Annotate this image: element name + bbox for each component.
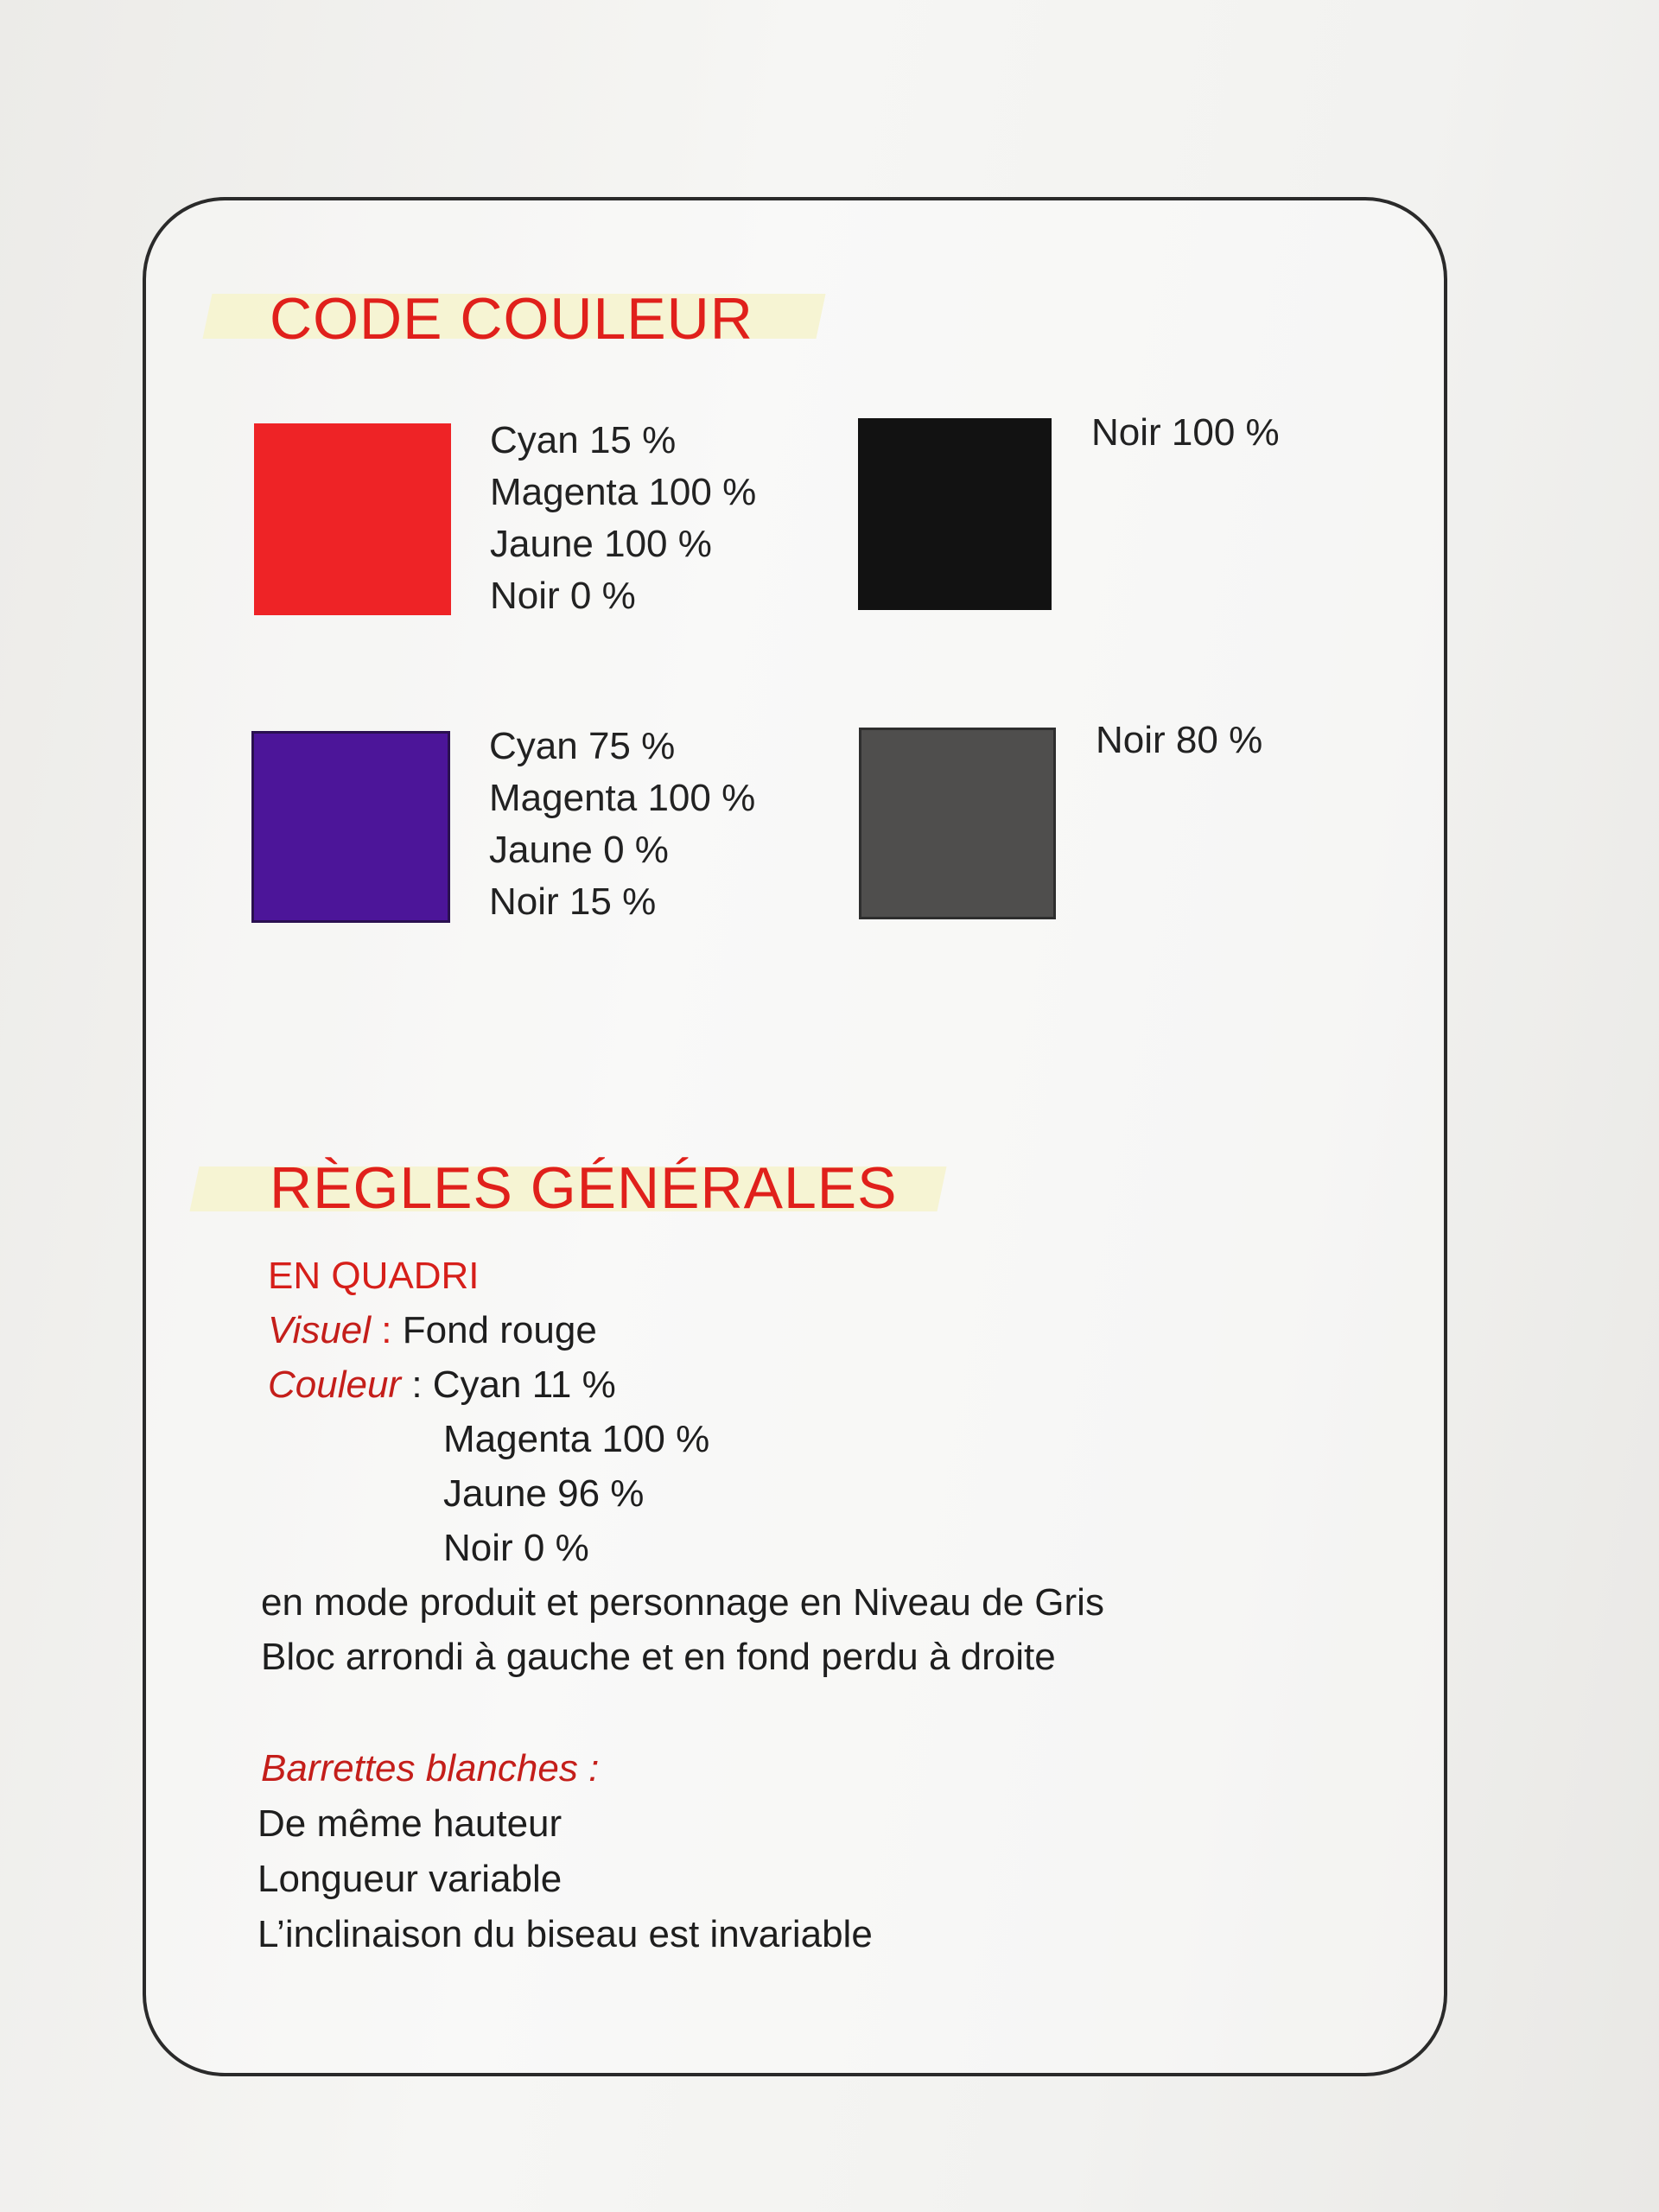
swatch-red-cyan: Cyan 15 % [490,419,677,461]
barrettes-blanches-label: Barrettes blanches : [261,1747,600,1789]
mode-produit-line: en mode produit et personnage en Niveau de Gris [261,1581,1104,1624]
en-quadri-subtitle: EN QUADRI [268,1255,480,1297]
swatch-red-jaune: Jaune 100 % [490,523,712,565]
swatch-purple-cyan: Cyan 75 % [489,725,676,767]
swatch-black-noir: Noir 100 % [1091,411,1280,454]
visuel-label: Visuel [268,1309,372,1351]
swatch-red-noir: Noir 0 % [490,575,636,617]
visuel-value: Fond rouge [402,1309,597,1351]
bloc-arrondi-line: Bloc arrondi à gauche et en fond perdu à droite [261,1636,1056,1678]
swatch-grey-noir: Noir 80 % [1096,719,1263,761]
couleur-magenta: Magenta 100 % [443,1418,710,1460]
swatch-purple-magenta: Magenta 100 % [489,777,756,819]
swatch-red-cmyk [490,415,756,622]
couleur-separator: : [401,1363,433,1406]
swatch-purple-jaune: Jaune 0 % [489,829,669,871]
visuel-separator: : [371,1309,403,1351]
swatch-red [254,423,451,615]
couleur-jaune: Jaune 96 % [443,1472,645,1515]
swatch-grey [859,728,1056,919]
regles-generales-title: RÈGLES GÉNÉRALES [270,1155,898,1221]
swatch-purple-noir: Noir 15 % [489,880,657,923]
barrettes-longueur-variable: Longueur variable [257,1858,563,1900]
barrettes-inclinaison: L’inclinaison du biseau est invariable [257,1913,873,1955]
couleur-cyan: Cyan 11 % [432,1363,616,1406]
couleur-label: Couleur [268,1363,402,1406]
swatch-red-magenta: Magenta 100 % [490,471,757,513]
code-couleur-title: CODE COULEUR [270,286,753,352]
swatch-purple [251,731,450,923]
swatch-black [858,418,1052,610]
swatch-purple-cmyk [489,721,755,928]
barrettes-meme-hauteur: De même hauteur [257,1802,563,1845]
couleur-noir: Noir 0 % [443,1527,589,1569]
